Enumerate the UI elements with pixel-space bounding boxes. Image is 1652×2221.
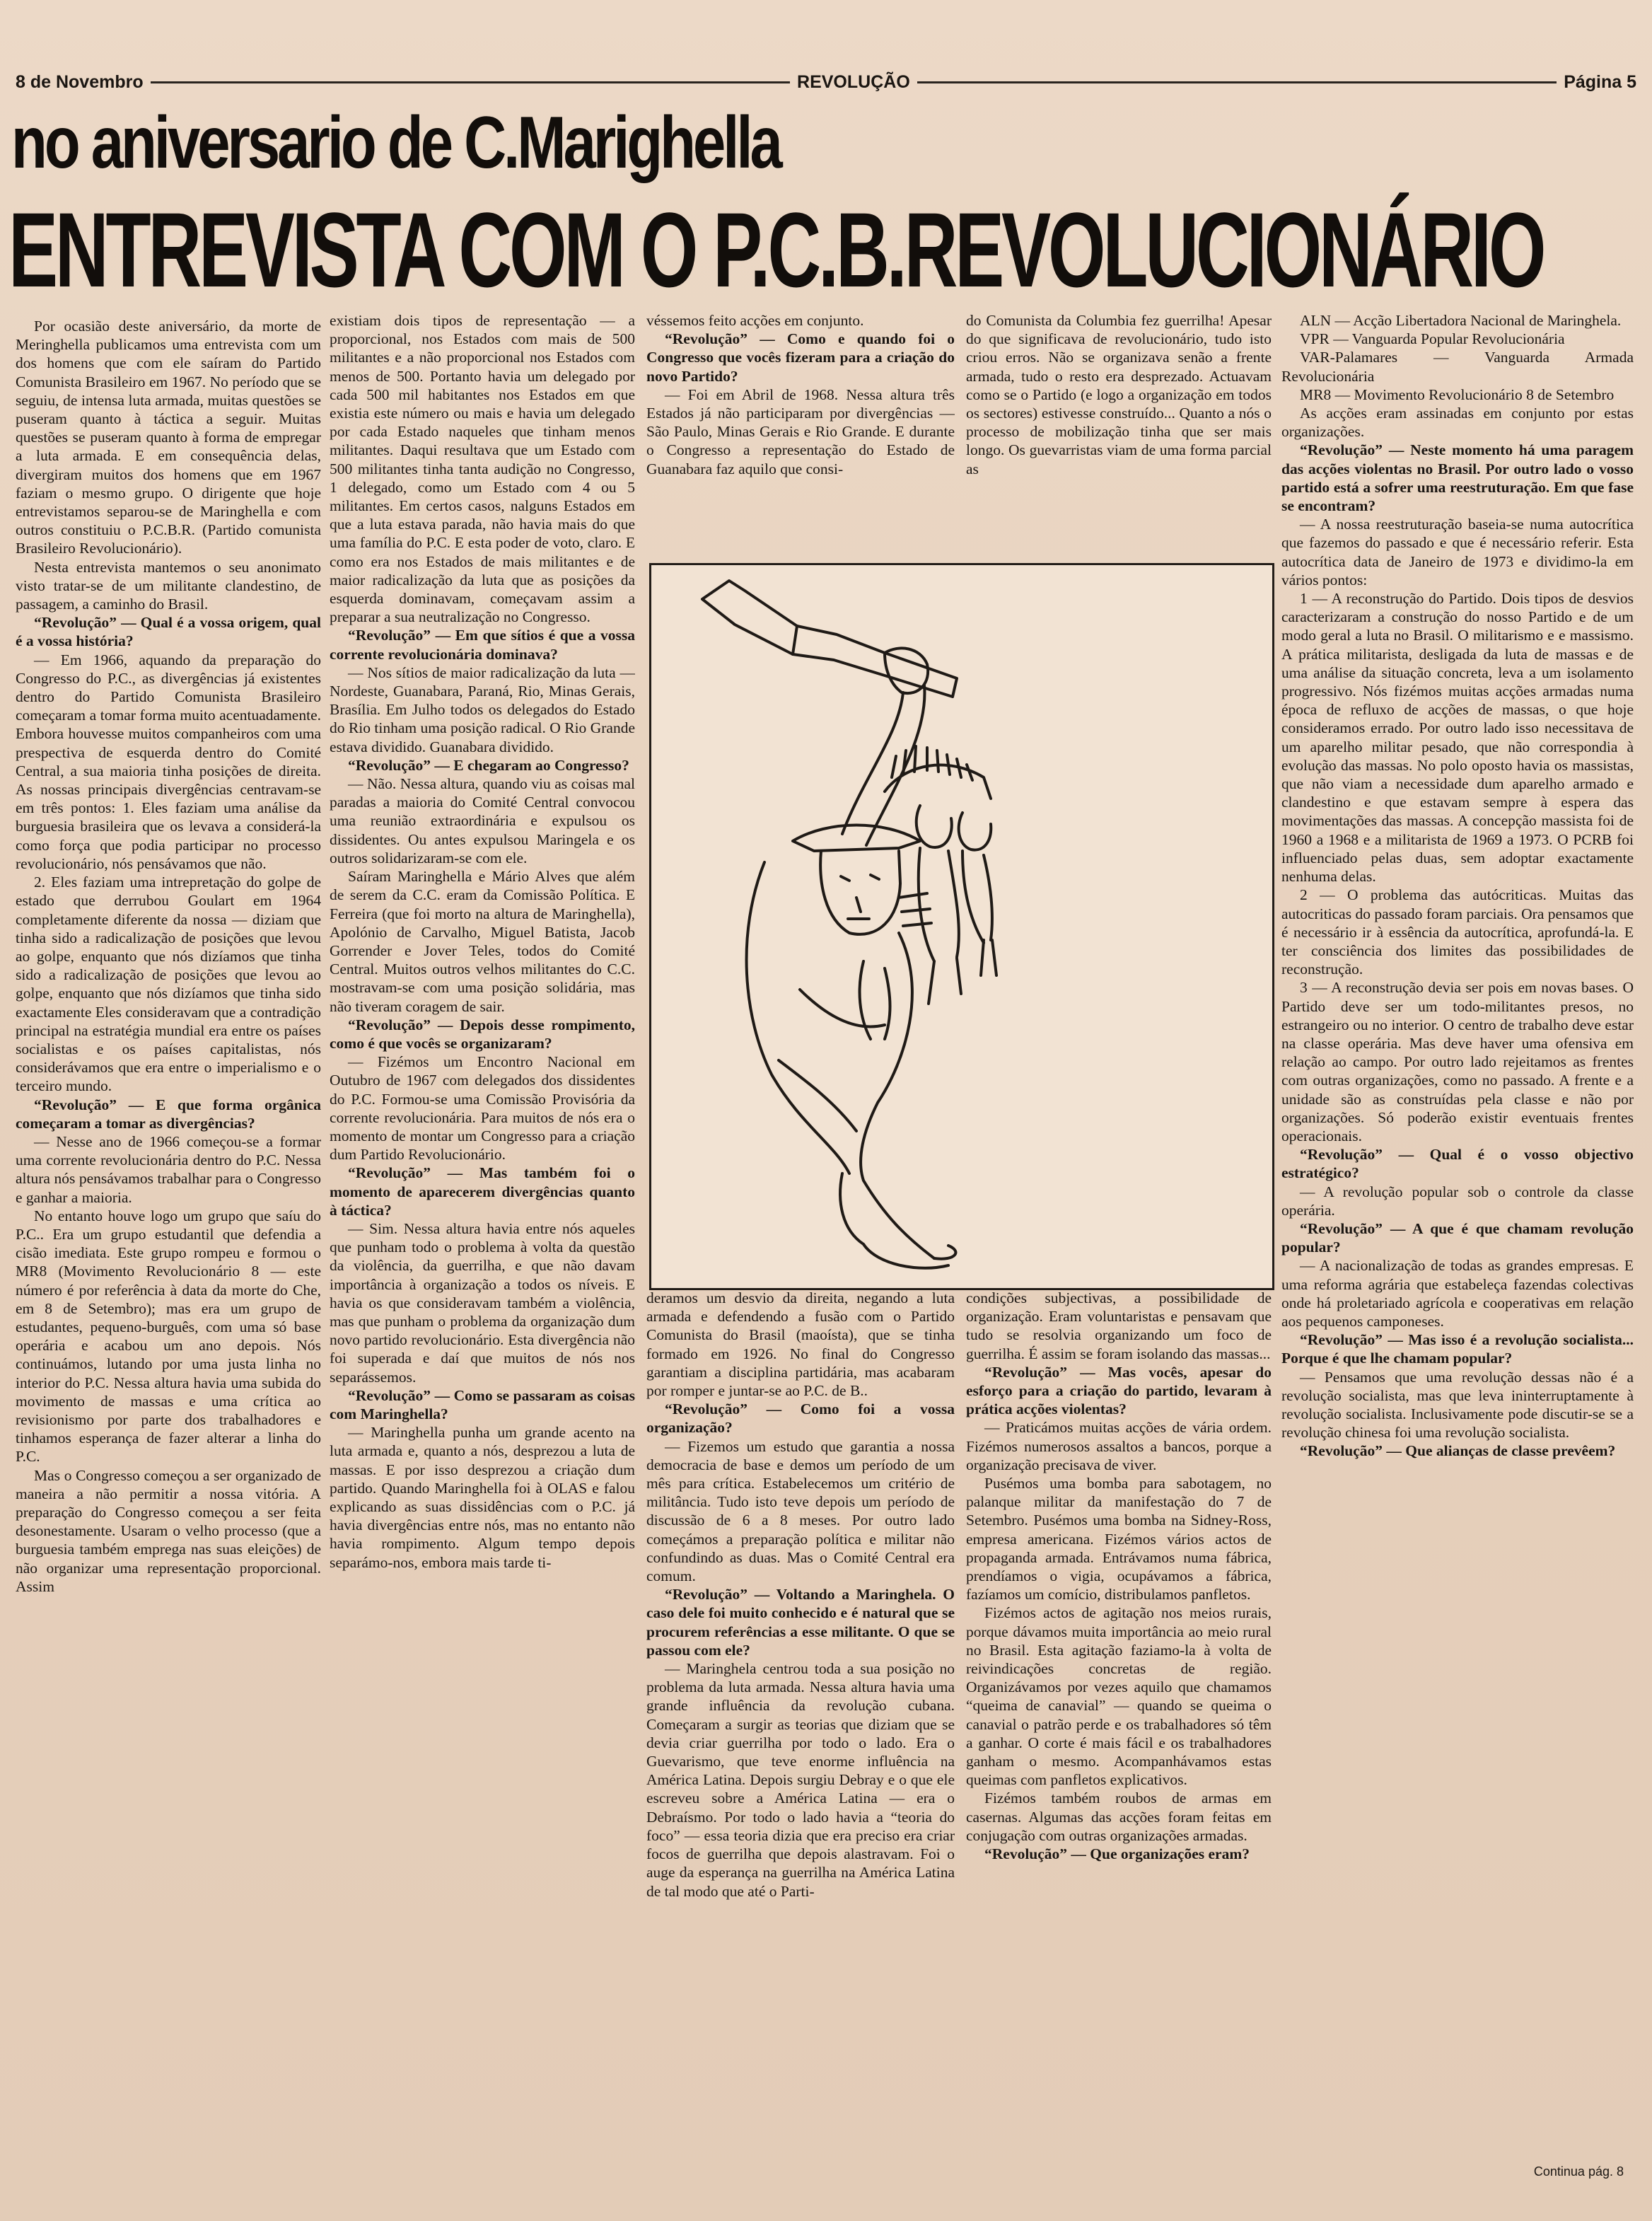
question: “Revolução” — Neste momento há uma paragem das acções violentas no Brasil. Por outro lado o vosso partido está a sofrer uma reestruturação. Em que fase se encontram? — [1281, 441, 1634, 515]
continued-note: Continua pág. 8 — [1533, 2164, 1624, 2179]
question: “Revolução” — Mas vocês, apesar do esforço para a criação do partido, levaram à prática acções violentas? — [966, 1363, 1272, 1418]
question: “Revolução” — Como foi a vossa organização? — [646, 1401, 955, 1437]
paragraph: — Nos sítios de maior radicalização da luta — Nordeste, Guanabara, Paraná, Rio, Minas Gerais, Brasília. Em Julho todos os delegados do Estado do Rio tinham uma posição radical. O Rio Grande estava dividido. Guanabara dividido. — [330, 663, 635, 755]
paragraph: 3 — A reconstrução devia ser pois em novas bases. O Partido deve ser um todo-militantes presos, no estrangeiro ou no interior. O centro de trabalho deve estar na classe operária. Mas deve haver uma ofensiva em relação ao campo. Por outro lado rejeitamos as frentes com outras organizações, como no passado. A frente e a unidade são as construídas pela classe e não por organizações. Só poderão existir eventuais frentes operacionais. — [1281, 979, 1634, 1144]
paragraph: deramos um desvio da direita, negando a luta armada e defendendo a fusão com o Partido Comunista do Brasil (maoísta), que se tinha formado em 1926. No final do Congresso garantiam a disciplina partidária, mas acabaram por romper e juntar-se ao P.C. de B.. — [646, 1289, 955, 1400]
question: “Revolução” — Qual é a vossa origem, qual é a vossa história? — [16, 614, 321, 650]
article-column-3-top — [646, 311, 955, 557]
paragraph: MR8 — Movimento Revolucionário 8 de Setembro — [1300, 385, 1615, 403]
question: “Revolução” — E que forma orgânica começaram a tomar as divergências? — [16, 1096, 321, 1132]
paragraph: — Fizemos um estudo que garantia a nossa democracia de base e demos um período de um mês para crítica. Estabelecemos um critério de militância. Tudo isto teve depois um período de discussão de 6 a 8 meses. Por outro lado começámos a preparação política e militar não confundindo as duas. Mas o Comité Central era comum. — [646, 1437, 955, 1585]
face-icon — [820, 851, 900, 934]
question: “Revolução” — Como se passaram as coisas com Maringhella? — [330, 1386, 635, 1422]
paragraph: 2. Eles faziam uma intrepretação do golpe de estado que derrubou Goulart em 1964 completamente diferente da nossa — diziam que tinha sido a radicalização de posições que levou ao golpe, enquanto que nós dizíamos que tinha sido a radicalização de posições que levou ao golpe, enquanto que nós dizíamos que tinha sido exactamente Eles consideravam que a contradição principal na estratégia mundial era entre os países socialistas e os países capitalistas, nós considerávamos que era entre o imperialismo e o terceiro mundo. — [16, 874, 321, 1095]
paragraph: VPR — Vanguarda Popular Revolucionária — [1300, 330, 1565, 348]
paragraph: — A nossa reestruturação baseia-se numa autocrítica que fazemos do passado e que é necessário referir. Esta autocrítica data de Janeiro de 1973 e dividimo-la em vários pontos: — [1281, 516, 1634, 588]
subheadline: ENTREVISTA COM O P.C.B.REVOLUCIONÁRIO — [8, 190, 1544, 309]
paragraph: 2 — O problema das autócriticas. Muitas das autocriticas do passado foram parciais. Ora pensamos que é necessário ir à essência da autocrítica, aprofundá-la. E ter consciência dos limites das possibilidades de reconstrução. — [1281, 886, 1634, 978]
paragraph: No entanto houve logo um grupo que saíu do P.C.. Era um grupo estudantil que defendia a cisão imediata. Este grupo rompeu e formou o MR8 (Movimento Revolucionário 8 — este número é por referência à data da morte do Che, em 8 de Setembro); mas era um grupo de estudantes, pequeno-burguês, com uma só base operária e acabou um ano depois. Nós continuámos, lutando por uma justa linha no interior do P.C. Nessa altura havia uma subida do movimento de massas e uma crítica ao revisionismo por parte dos trabalhadores e tinhamos esperança de fazer alterar a linha do P.C. — [16, 1207, 321, 1466]
article-column-2 — [330, 311, 635, 2171]
issue-date: 8 de Novembro — [16, 71, 144, 92]
paragraph: 1 — A reconstrução do Partido. Dois tipos de desvios caracterizaram a construção do nosso Partido e de um modo geral a luta no Brasil. O militarismo e e massismo. A prática militarista, desligada da luta de massas e de uma análise da situação concreta, leva a um isolamento progressivo. Nós fizémos muitas acções armadas numa época de refluxo de acções de massas, o que hoje consideramos errado. Por outro lado isso necessitava de um aparelho militar pesado, que não correspondia à evolução das massas. No polo oposto havia os massistas, que não viam a necessidade dum aparelho armado e clandestino e que estavam sempre à espera das movimentações das massas. A concepção massista foi de 1960 a 1968 e a militarista de 1969 a 1973. O PCRB foi influenciado pelas duas, sem adoptar exactamente nenhuma delas. — [1281, 590, 1634, 886]
paragraph: Fizémos também roubos de armas em casernas. Algumas das acções foram feitas em conjugação com outras organizações armadas. — [966, 1790, 1272, 1844]
paragraph: — Em 1966, aquando da preparação do Congresso do P.C., as divergências já existentes dentro do Partido Comunista Brasileiro começaram a tomar forma muito acentuadamente. Embora houvesse muitos companheiros com uma prespectiva de esquerda dentro do Comité Central, a sua maioria tinha posições de direita. As nossas principais divergências centravam-se em três pontos: 1. Eles faziam uma análise da burguesia brasileira que os levava a considerá-la como força que podia participar no processo revolucionário, nós pensávamos que não. — [16, 651, 321, 872]
paragraph: — A revolução popular sob o controle da classe operária. — [1281, 1183, 1634, 1219]
article-column-5 — [1281, 311, 1634, 2143]
paragraph: Nesta entrevista mantemos o seu anonimato visto tratar-se de um militante clandestino, de passagem, a caminho do Brasil. — [16, 558, 321, 613]
headline: no aniversario de C.Marighella — [11, 102, 780, 184]
paragraph: Por ocasião deste aniversário, da morte de Meringhella publicamos uma entrevista com um dos homens que com ele saíram do Partido Comunista Brasileiro em 1967. No período que se seguiu, de intensa luta armada, muitas questões se puseram quanto à táctica a seguir. Muitas questões se puseram quanto à forma de empregar a luta armada. E em consequência delas, divergiram muitos dos homens que em 1967 faziam o mesmo grupo. O dirigente que hoje entrevistamos separou-se de Maringhella e com outros constituiu o P.C.B.R. (Partido comunista Brasileiro Revolucionário). — [16, 318, 321, 557]
paragraph: existiam dois tipos de representação — a proporcional, nos Estados com mais de 500 militantes e a não proporcional nos Estados com menos de 500. Portanto havia um delegado por cada 500 mil habitantes nos Estados em que existia este número ou mais e havia um delegado por cada Estado naqueles que tinham menos militantes. Daqui resultava que um Estado com 500 militantes tinha tanta audição no Congresso, 1 delegado, como um Estado com 4 ou 5 militantes. Em certos casos, nalguns Estados em que a luta estava parada, não havia mais do que uma família do P.C. E esta poder de voto, claro. E como era nos Estados de mais militantes e de maior radicalização da luta que as posições da esquerda dominavam, começavam assim a preparar a sua neutralização no Congresso. — [330, 312, 635, 626]
page-number: Página 5 — [1564, 71, 1637, 92]
article-column-3-bottom — [646, 1289, 955, 2173]
paragraph: — Fizémos um Encontro Nacional em Outubro de 1967 com delegados dos dissidentes do P.C. Formou-se uma Comissão Provisória da corrente revolucionária. Para muitos de nós era o momento de montar um Congresso para a criação dum Partido Revolucionário. — [330, 1053, 635, 1164]
paragraph: As acções eram assinadas em conjunto por estas organizações. — [1281, 405, 1634, 441]
running-header — [16, 68, 1636, 96]
paragraph: — A nacionalização de todas as grandes empresas. E uma reforma agrária que estabeleça fazendas colectivas onde há proletariado agrícola e cooperativas em relação aos pequenos camponeses. — [1281, 1257, 1634, 1330]
rifle-icon — [702, 581, 957, 697]
paragraph: — Não. Nessa altura, quando viu as coisas mal paradas a maioria do Comité Central convocou uma reunião extraordinária e expulsou os dissidentes. Ou antes expulsou Maringela e os outros solidarizaram-se com ele. — [330, 775, 635, 866]
question: “Revolução” — Que organizações eram? — [984, 1845, 1250, 1863]
paragraph: Mas o Congresso começou a ser organizado de maneira a não permitir a nossa vitória. A preparação do Congresso começou a ser feita desonestamente. Usaram o velho processo (que a burguesia também emprega nas suas eleições) de não organizar uma representação proporcional. Assim — [16, 1466, 321, 1595]
paragraph: véssemos feito acções em conjunto. — [646, 312, 864, 329]
question: “Revolução” — Como e quando foi o Congresso que vocês fizeram para a criação do novo Partido? — [646, 330, 955, 385]
question: “Revolução” — Em que sítios é que a vossa corrente revolucionária dominava? — [330, 627, 635, 663]
question: “Revolução” — Depois desse rompimento, como é que vocês se organizaram? — [330, 1016, 635, 1052]
question: “Revolução” — Qual é o vosso objectivo estratégico? — [1281, 1146, 1634, 1182]
paragraph: VAR-Palamares — Vanguarda Armada Revolucionária — [1281, 349, 1634, 385]
question: “Revolução” — Mas isso é a revolução socialista... Porque é que lhe chamam popular? — [1281, 1331, 1634, 1367]
guerrilla-illustration — [649, 563, 1274, 1290]
question: “Revolução” — Voltando a Maringhela. O caso dele foi muito conhecido e é natural que se procurem referências a esse militante. O que se passou com ele? — [646, 1586, 955, 1659]
paragraph: do Comunista da Columbia fez guerrilha! Apesar do que significava de revolucionário, tudo isto criou erros. Não se organizava senão a frente armada, tudo o resto era desprezado. Actuavam como se o Partido (e logo a organização em todos os sectores) estivesse construído... Quanto a nós o processo de mobilização tinha que ser mais longo. Os guevarristas viam de uma forma parcial as — [966, 312, 1272, 477]
newspaper-name: REVOLUÇÃO — [797, 71, 910, 92]
header-rule — [151, 81, 790, 83]
article-column-4-top — [966, 311, 1272, 557]
paragraph: Saíram Maringhella e Mário Alves que além de serem da C.C. eram da Comissão Política. E Ferreira (que foi morto na altura de Maringhella), Apolónio de Carvalho, Miguel Batista, Jacob Gorrender e Jover Teles, todos do Comité Central. Muitos outros velhos militantes do C.C. mostravam-se com uma posição solidária, mas não tiveram coragem de sair. — [330, 868, 635, 1015]
paragraph: — Maringhela centrou toda a sua posição no problema da luta armada. Nessa altura havia uma grande influência da revolução cubana. Começaram a surgir as teorias que diziam que se devia criar guerrilha por todo o lado. Era o Guevarismo, que teve enorme influência na América Latina. Depois surgiu Debray e o que ele escreveu sobre a América Latina — era o Debraísmo. Por todo o lado havia a “teoria do foco” — essa teoria dizia que era preciso era criar focos de guerrilha que depois alastravam. Foi o auge da esperança na guerrilha na América Latina de tal modo que até o Parti- — [646, 1660, 955, 1900]
paragraph: — Sim. Nessa altura havia entre nós aqueles que punham todo o problema à volta da questão da violência, da guerrilha, e que não davam importância à organização a todos os níveis. E havia os que consideravam também a violência, mas que punham o problema da organização dum novo partido revolucionário. Esta divergência não foi superada e daí que muitos de nós nos separássemos. — [330, 1219, 635, 1386]
question: “Revolução” — E chegaram ao Congresso? — [348, 756, 629, 774]
paragraph: — Foi em Abril de 1968. Nessa altura três Estados já não participaram por divergências — São Paulo, Minas Gerais e Rio Grande. E durante o Congresso a representação do Estado de Guanabara faz aquilo que consi- — [646, 385, 955, 477]
header-rule — [917, 81, 1557, 83]
paragraph: — Nesse ano de 1966 começou-se a formar uma corrente revolucionária dentro do P.C. Nessa altura nós pensávamos trabalhar para o Congresso e ganhar a maioria. — [16, 1132, 321, 1206]
paragraph: — Pensamos que uma revolução dessas não é a revolução socialista, mas que leva ininterruptamente à revolução socialista. Inclusivamente pode discutir-se se a revolução chinesa foi uma revolução socialista. — [1281, 1368, 1634, 1442]
paragraph: Pusémos uma bomba para sabotagem, no palanque militar da manifestação do 7 de Setembro. Pusémos uma bomba na Sidney-Ross, empresa americana. Fizémos vários actos de propaganda armada. Entrávamos numa fábrica, prendíamos o vigia, ocupávamos a fábrica, fazíamos um comício, distribulamos panfletos. — [966, 1475, 1272, 1604]
paragraph: condições subjectivas, a possibilidade de organização. Eram voluntaristas e pensavam que tudo se resolvia organizando um foco de guerrilha. É assim se foram isolando das massas... — [966, 1289, 1272, 1362]
paragraph: — Maringhella punha um grande acento na luta armada e, quanto a nós, desprezou a luta de massas. E por isso desprezou a criação dum partido. Quando Maringhella foi à OLAS e falou explicando as suas dissidências com o P.C. já havia divergências entre nós, mas no entanto não havia rompimento. Algum tempo depois separámo-nos, embora mais tarde ti- — [330, 1424, 635, 1571]
paragraph: — Praticámos muitas acções de vária ordem. Fizémos numerosos assaltos a bancos, porque a organização precisava de viver. — [966, 1419, 1272, 1473]
question: “Revolução” — A que é que chamam revolução popular? — [1281, 1219, 1634, 1256]
paragraph: Fizémos actos de agitação nos meios rurais, porque dávamos muita importância ao meio rural no Brasil. Esta agitação faziamo-la à volta de reivindicações concretas de região. Organizávamos por vezes aquilo que chamamos “queima de canavial” — quando se queima o canavial o patrão perde e os trabalhadores só têm a ganhar. O corte é mais fácil e os trabalhadores ganham o mesmo. Acompanhávamos estas queimas com panfletos explicativos. — [966, 1604, 1272, 1789]
question: “Revolução” — Que alianças de classe prevêem? — [1300, 1442, 1616, 1460]
paragraph: ALN — Acção Libertadora Nacional de Maringhela. — [1300, 312, 1622, 329]
article-column-1 — [16, 317, 321, 2170]
guerrilla-drawing-icon — [651, 565, 1268, 1284]
question: “Revolução” — Mas também foi o momento de aparecerem divergências quanto à táctica? — [330, 1164, 635, 1219]
article-column-4-bottom — [966, 1289, 1272, 2173]
foot-icon — [863, 1244, 948, 1268]
